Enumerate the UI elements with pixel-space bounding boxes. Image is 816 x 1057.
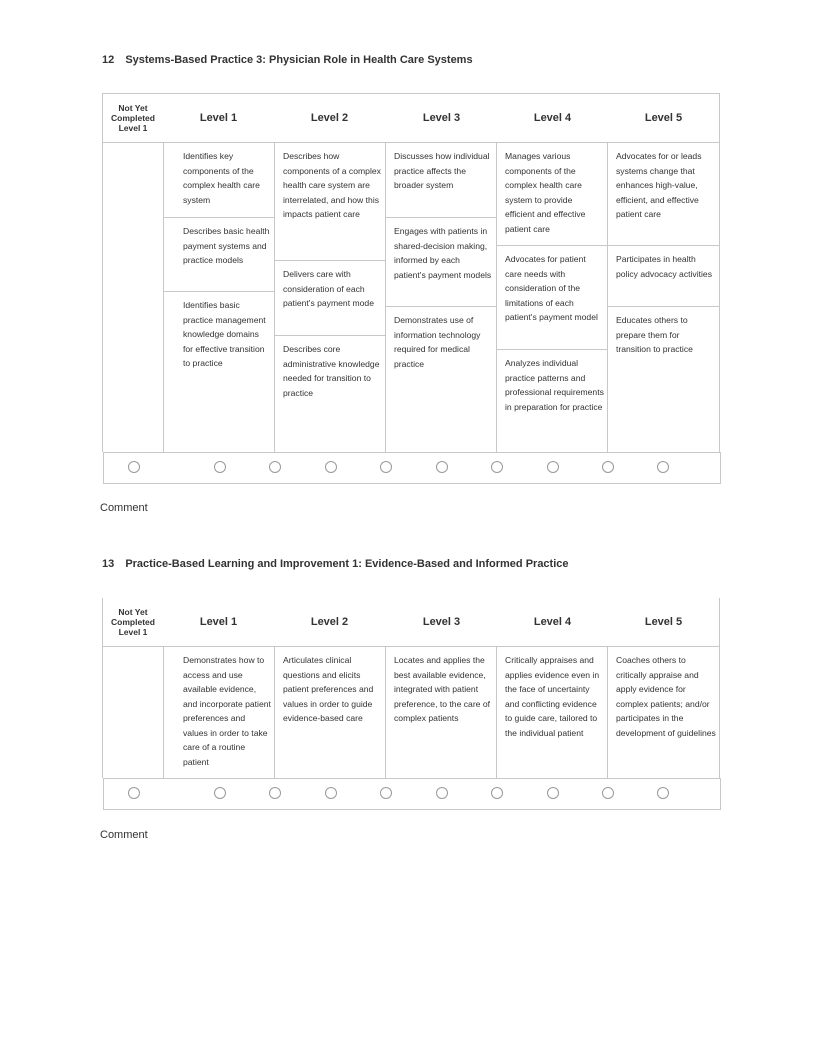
radio-level-3-5[interactable] (491, 461, 503, 473)
header-level-3: Level 3 (422, 616, 461, 628)
header-level-1: Level 1 (199, 112, 238, 124)
radio-level-4-5[interactable] (602, 461, 614, 473)
radio-level-5[interactable] (657, 461, 669, 473)
milestone-cell: Articulates clinical questions and elicits patient preferences and values in order to guide evidence-based care (283, 655, 374, 723)
milestone-cell: Coaches others to critically appraise and apply evidence for complex patients; and/or participates in the development of guidelines (616, 655, 716, 738)
column-level-5 (607, 647, 720, 778)
column-level-2 (274, 143, 386, 452)
radio-not-yet-completed[interactable] (128, 461, 140, 473)
question-12-title (102, 54, 473, 66)
milestone-cell: Locates and applies the best available evidence, integrated with patient preference, to the care of complex patients (394, 655, 491, 723)
milestone-table-13 (102, 598, 720, 778)
column-level-3 (385, 143, 497, 452)
column-level-2 (274, 647, 386, 778)
milestone-cell: Demonstrates how to access and use available evidence, and incorporate patient preferences and values in order to take care of a routine patient (183, 655, 271, 767)
column-level-1 (163, 647, 275, 778)
table-header (103, 94, 719, 143)
milestone-cell: Manages various components of the complex health care system to provide efficient and effective patient care (497, 143, 608, 246)
comment-label-12[interactable]: Comment (100, 502, 148, 514)
radio-level-2-5[interactable] (380, 461, 392, 473)
milestone-cell: Demonstrates use of information technology required for medical practice (394, 315, 481, 369)
milestone-cell: Critically appraises and applies evidence even in the face of uncertainty and conflicting evidence to guide care, tailored to the individual patient (505, 655, 600, 738)
radio-level-3[interactable] (436, 787, 448, 799)
question-text: Practice-Based Learning and Improvement 1: Evidence-Based and Informed Practice (125, 558, 569, 570)
milestone-cell: Describes core administrative knowledge needed for transition to practice (283, 344, 380, 398)
column-not-yet (103, 143, 163, 452)
radio-not-yet-completed[interactable] (128, 787, 140, 799)
milestone-cell: Describes basic health payment systems and practice models (164, 218, 275, 292)
table-body (103, 647, 719, 778)
milestone-cell: Engages with patients in shared-decision making, informed by each patient's payment models (386, 218, 497, 307)
milestone-table-12 (102, 93, 720, 452)
table-body (103, 143, 719, 452)
rating-radio-row-13 (103, 778, 721, 810)
comment-label-13[interactable]: Comment (100, 829, 148, 841)
milestone-cell: Educates others to prepare them for transition to practice (616, 315, 693, 354)
milestone-cell: Analyzes individual practice patterns and professional requirements in preparation for practice (505, 358, 604, 412)
header-level-5: Level 5 (644, 616, 683, 628)
header-level-2: Level 2 (310, 112, 349, 124)
header-level-2: Level 2 (310, 616, 349, 628)
table-header (103, 598, 719, 647)
radio-level-4[interactable] (547, 461, 559, 473)
milestone-cell: Identifies key components of the complex health care system (164, 143, 275, 218)
header-level-3: Level 3 (422, 112, 461, 124)
column-level-5 (607, 143, 720, 452)
header-level-5: Level 5 (644, 112, 683, 124)
question-13-title (102, 558, 569, 570)
radio-level-3-5[interactable] (491, 787, 503, 799)
column-level-1 (163, 143, 275, 452)
question-number: 12 (102, 54, 115, 66)
milestone-cell: Describes how components of a complex health care system are interrelated, and how this impacts patient care (275, 143, 386, 261)
radio-level-1-5[interactable] (269, 787, 281, 799)
radio-level-4-5[interactable] (602, 787, 614, 799)
column-not-yet (103, 647, 163, 778)
question-number: 13 (102, 558, 115, 570)
milestone-cell: Advocates for patient care needs with consideration of the limitations of each patient's payment model (497, 246, 608, 350)
radio-level-2[interactable] (325, 461, 337, 473)
header-not-yet-completed: Not Yet Completed Level 1 (111, 103, 155, 133)
milestone-cell: Identifies basic practice management knowledge domains for effective transition to practice (183, 300, 266, 368)
header-level-1: Level 1 (199, 616, 238, 628)
milestone-cell: Advocates for or leads systems change that enhances high-value, efficient, and effective patient care (608, 143, 720, 246)
column-level-3 (385, 647, 497, 778)
milestone-cell: Participates in health policy advocacy activities (608, 246, 720, 307)
radio-level-2[interactable] (325, 787, 337, 799)
radio-level-2-5[interactable] (380, 787, 392, 799)
radio-level-5[interactable] (657, 787, 669, 799)
milestone-cell: Discusses how individual practice affects the broader system (386, 143, 497, 218)
radio-level-1[interactable] (214, 461, 226, 473)
radio-level-1[interactable] (214, 787, 226, 799)
rating-radio-row-12 (103, 452, 721, 484)
radio-level-1-5[interactable] (269, 461, 281, 473)
column-level-4 (496, 647, 608, 778)
header-not-yet-completed: Not Yet Completed Level 1 (111, 607, 155, 637)
radio-level-4[interactable] (547, 787, 559, 799)
header-level-4: Level 4 (533, 616, 572, 628)
radio-level-3[interactable] (436, 461, 448, 473)
column-level-4 (496, 143, 608, 452)
question-text: Systems-Based Practice 3: Physician Role in Health Care Systems (125, 54, 473, 66)
header-level-4: Level 4 (533, 112, 572, 124)
milestone-cell: Delivers care with consideration of each patient's payment mode (275, 261, 386, 336)
